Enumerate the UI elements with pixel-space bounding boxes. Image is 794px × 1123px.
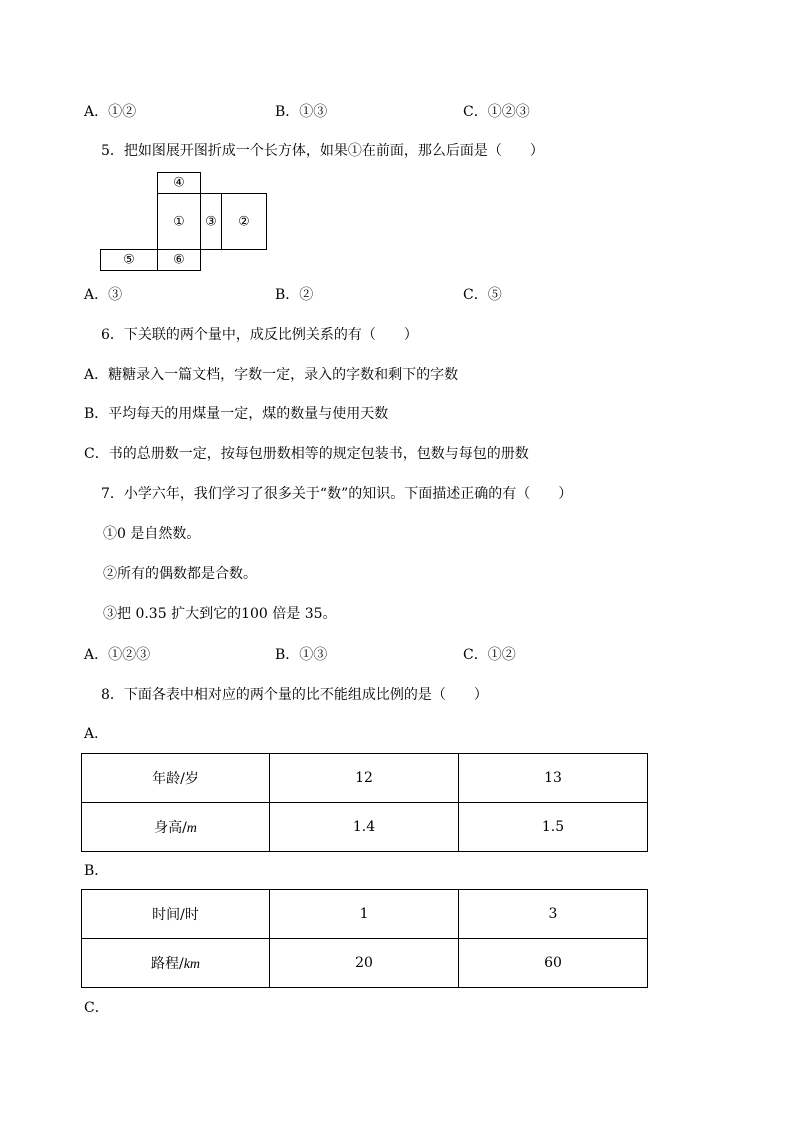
table-b-row2-label-cell [82, 939, 270, 988]
table-b-row2-value2: 60 [459, 939, 648, 988]
q6-option-c: C．书的总册数一定，按每包册数相等的规定包装书，包数与每包的册数 [84, 446, 529, 462]
table-a-row2-unit: m [186, 821, 197, 836]
table-a-row1-value1: 12 [270, 754, 459, 803]
q6-option-a: A．糖糖录入一篇文档，字数一定，录入的字数和剩下的字数 [84, 367, 459, 383]
q8-table-a [81, 753, 648, 852]
q5-question: 5．把如图展开图折成一个长方体，如果①在前面，那么后面是（ ） [101, 143, 544, 159]
q7-question: 7．小学六年，我们学习了很多关于“数”的知识。下面描述正确的有（ ） [101, 486, 573, 502]
q6-question: 6．下关联的两个量中，成反比例关系的有（ ） [101, 327, 418, 343]
net-label-bottom: ⑥ [173, 252, 185, 268]
q4-option-b: B．①③ [275, 104, 328, 120]
q7-option-a: A．①②③ [84, 647, 151, 663]
table-row [82, 754, 648, 803]
table-row [82, 890, 648, 939]
table-a-row2-value2: 1.5 [459, 803, 648, 852]
table-b-row2-unit: km [183, 957, 201, 972]
table-b-row1-value2: 3 [459, 890, 648, 939]
q8-label-b: B． [84, 863, 109, 879]
net-label-right: ② [238, 214, 250, 230]
q8-label-a: A． [84, 726, 109, 742]
table-row [82, 803, 648, 852]
net-label-narrow: ③ [205, 214, 217, 230]
net-label-bottom-left: ⑤ [123, 252, 135, 268]
table-b-row2-label: 路程/ [151, 956, 184, 972]
net-label-top: ④ [173, 175, 185, 191]
q7-option-c: C．①② [463, 647, 516, 663]
q5-option-b: B．② [275, 287, 314, 303]
q6-option-b: B．平均每天的用煤量一定，煤的数量与使用天数 [84, 406, 389, 422]
q4-option-c: C．①②③ [463, 104, 530, 120]
q7-option-b: B．①③ [275, 647, 328, 663]
q5-option-a: A．③ [84, 287, 123, 303]
table-a-row2-value1: 1.4 [270, 803, 459, 852]
table-row [82, 939, 648, 988]
net-label-center: ① [173, 214, 185, 230]
cuboid-net-diagram [100, 172, 268, 272]
q8-table-b [81, 889, 648, 988]
q7-statement-1: ①0 是自然数。 [103, 526, 201, 542]
table-b-row1-label: 时间/时 [82, 890, 270, 939]
q7-statement-2: ②所有的偶数都是合数。 [103, 566, 257, 582]
table-a-row2-label: 身高/ [154, 820, 187, 836]
table-b-row2-value1: 20 [270, 939, 459, 988]
table-a-row1-label: 年龄/岁 [82, 754, 270, 803]
table-a-row1-value2: 13 [459, 754, 648, 803]
q5-option-c: C．⑤ [463, 287, 502, 303]
q4-option-a: A．①② [84, 104, 137, 120]
q8-label-c: C． [84, 1000, 109, 1016]
table-b-row1-value1: 1 [270, 890, 459, 939]
q8-question: 8．下面各表中相对应的两个量的比不能组成比例的是（ ） [101, 687, 488, 703]
table-a-row2-label-cell [82, 803, 270, 852]
q7-statement-3: ③把 0.35 扩大到它的100 倍是 35。 [103, 606, 337, 622]
